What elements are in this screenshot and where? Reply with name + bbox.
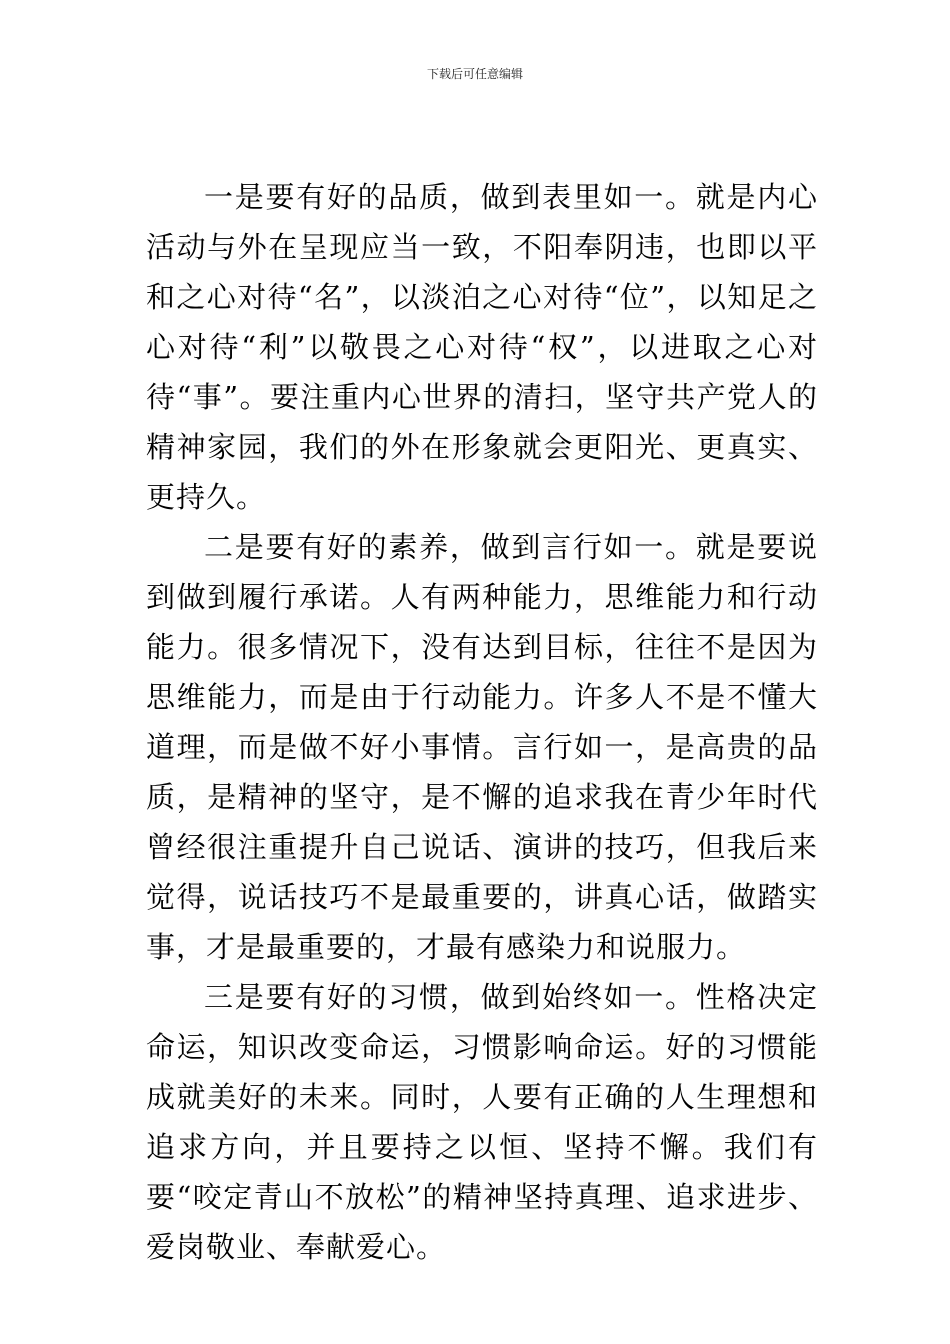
paragraph-cultivation: 二是要有好的素养，做到言行如一。就是要说到做到履行承诺。人有两种能力，思维能力和行动能力。很多情况下，没有达到目标，往往不是因为思维能力，而是由于行动能力。许多人不是不懂大道理，而是做不好小事情。言行如一，是高贵的品质，是精神的坚守，是不懈的追求我在青少年时代曾经很注重提升自己说话、演讲的技巧，但我后来觉得，说话技巧不是最重要的，讲真心话，做踏实事，才是最重要的，才最有感染力和说服力。: [146, 530, 818, 964]
paragraph-habits: 三是要有好的习惯，做到始终如一。性格决定命运，知识改变命运，习惯影响命运。好的习惯能成就美好的未来。同时，人要有正确的人生理想和追求方向，并且要持之以恒、坚持不懈。我们有要“咬定青山不放松”的精神坚持真理、追求进步、爱岗敬业、奉献爱心。: [146, 980, 818, 1264]
paragraph-quality: 一是要有好的品质，做到表里如一。就是内心活动与外在呈现应当一致，不阳奉阴违，也即以平和之心对待“名”，以淡泊之心对待“位”，以知足之心对待“利”以敬畏之心对待“权”，以进取之心对待“事”。要注重内心世界的清扫，坚守共产党人的精神家园，我们的外在形象就会更阳光、更真实、更持久。: [146, 180, 818, 514]
page-header-note: 下载后可任意编辑: [426, 67, 523, 81]
